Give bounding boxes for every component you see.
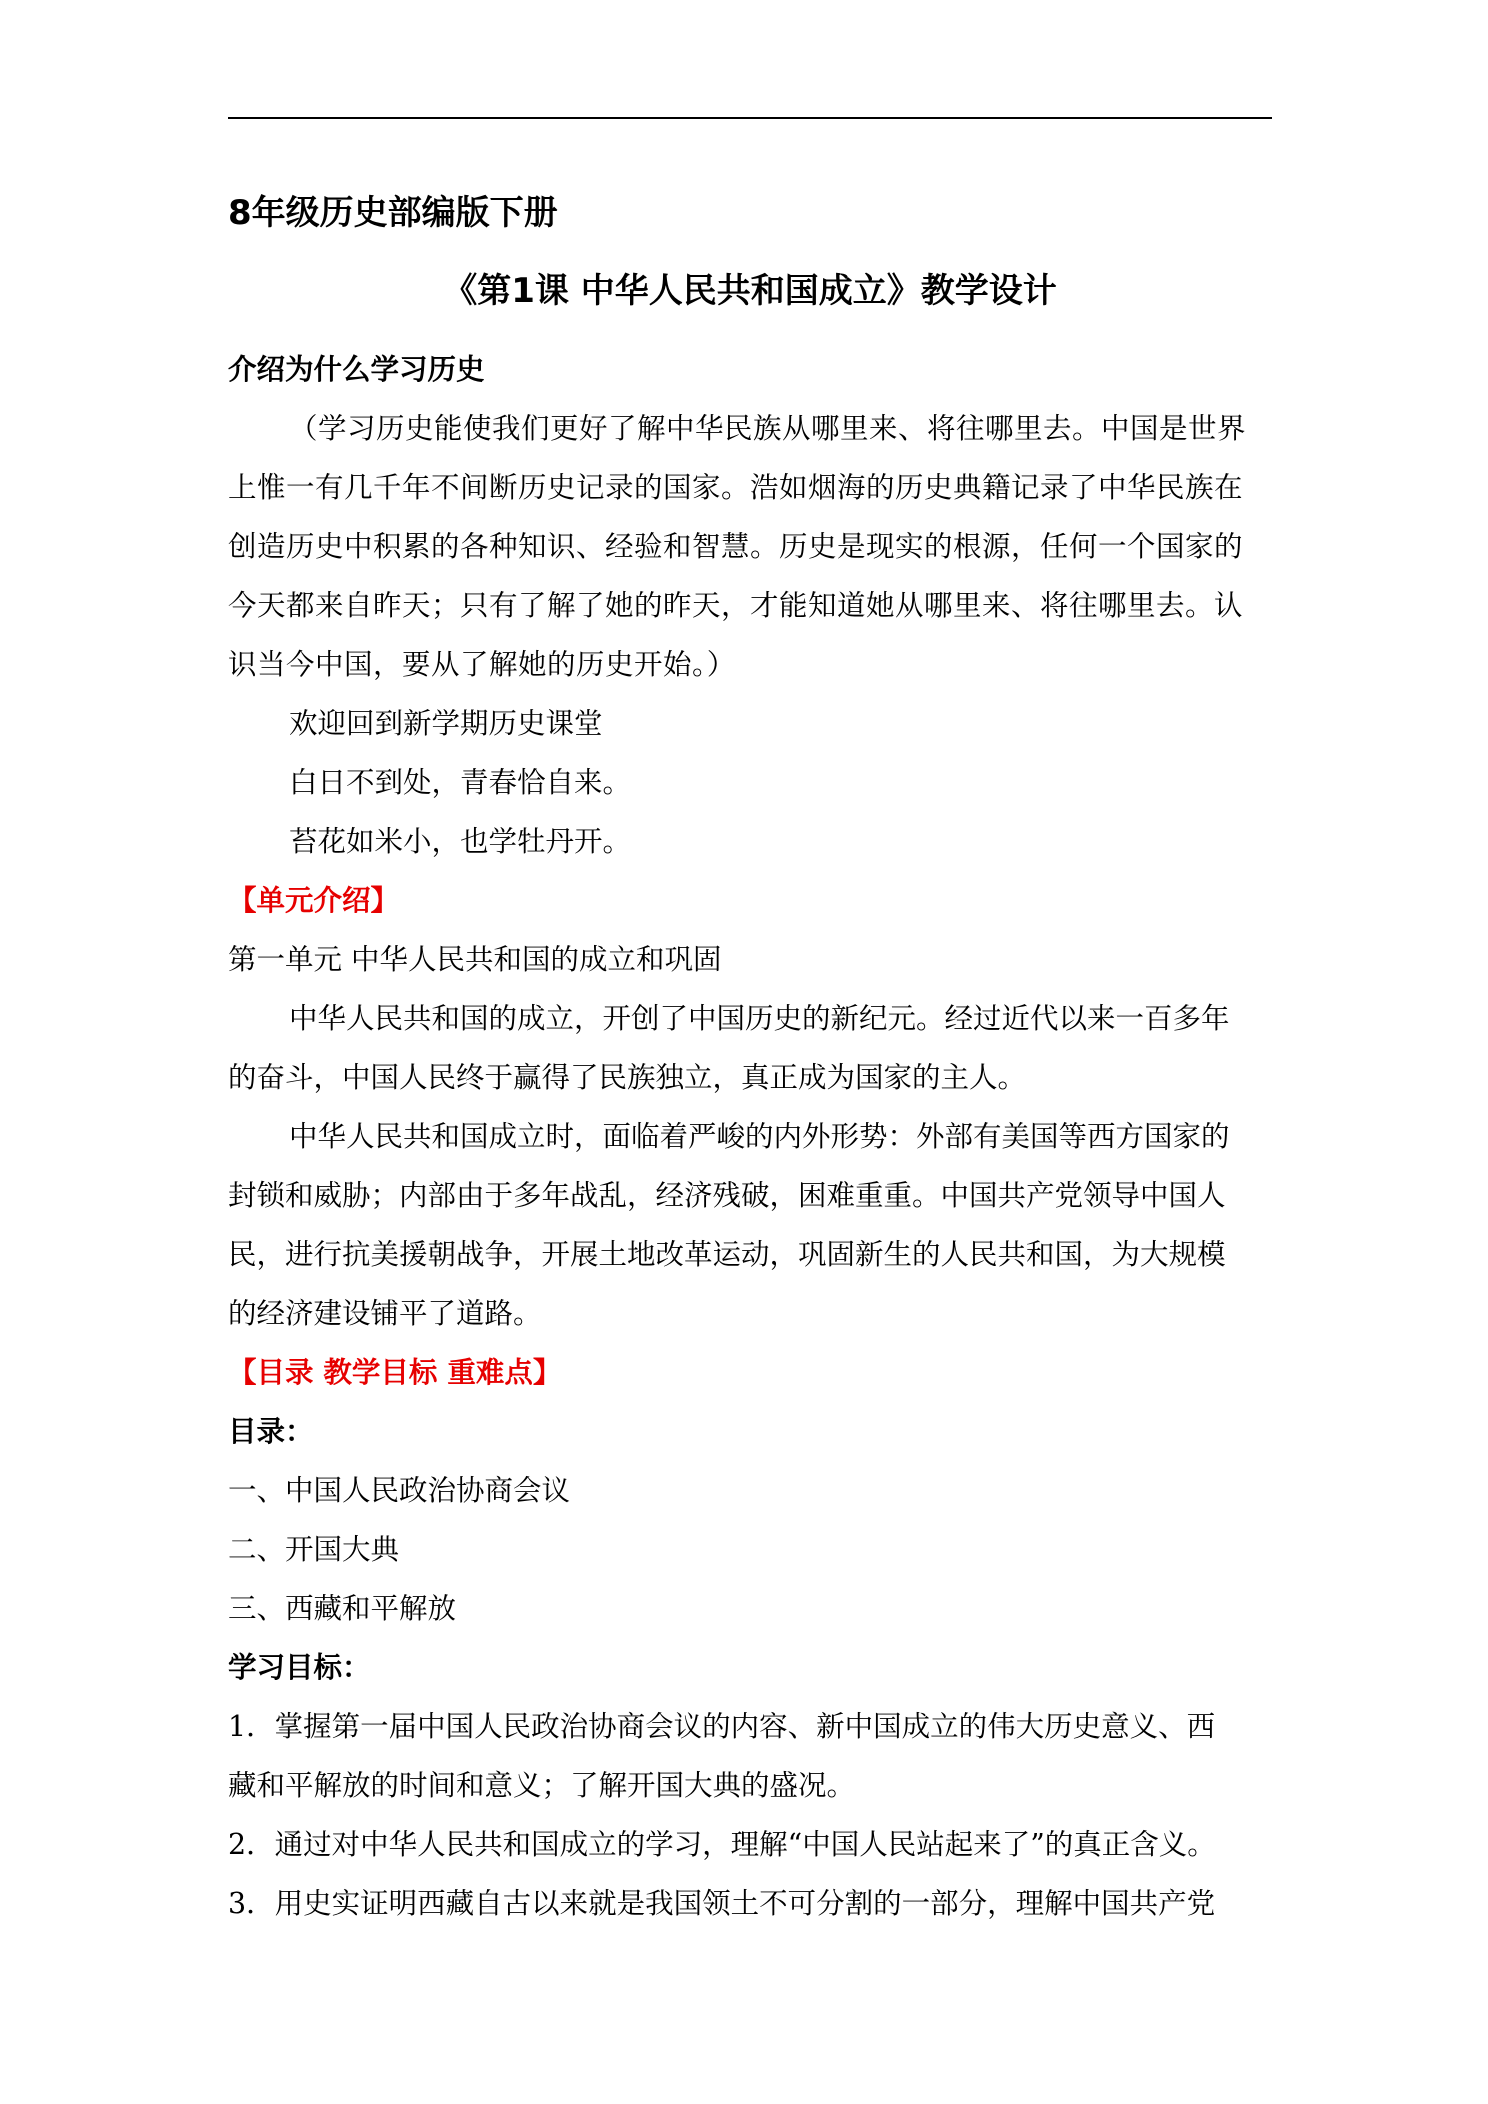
goal-line: 1．掌握第一届中国人民政治协商会议的内容、新中国成立的伟大历史意义、西: [228, 1710, 1216, 1743]
unit-paragraph-line: 民，进行抗美援朝战争，开展土地改革运动，巩固新生的人民共和国，为大规模: [228, 1238, 1226, 1271]
unit-paragraph-line: 中华人民共和国成立时，面临着严峻的内外形势：外部有美国等西方国家的: [289, 1120, 1230, 1153]
lesson-title: 《第1课 中华人民共和国成立》教学设计: [443, 271, 1057, 311]
goal-line: 2．通过对中华人民共和国成立的学习，理解“中国人民站起来了”的真正含义。: [228, 1828, 1216, 1861]
unit-paragraph-line: 的奋斗，中国人民终于赢得了民族独立，真正成为国家的主人。: [228, 1061, 1027, 1094]
toc-heading: 【目录 教学目标 重难点】: [228, 1356, 562, 1389]
goal-line: 3．用史实证明西藏自古以来就是我国领土不可分割的一部分，理解中国共产党: [228, 1887, 1216, 1920]
unit-heading: 【单元介绍】: [228, 884, 400, 917]
intro-paragraph-line: 识当今中国，要从了解她的历史开始。）: [228, 648, 736, 681]
welcome-line: 欢迎回到新学期历史课堂: [289, 707, 603, 740]
intro-heading: 介绍为什么学习历史: [228, 353, 485, 386]
document-body: [228, 185, 1272, 1933]
poem-line: 白日不到处，青春恰自来。: [289, 766, 632, 799]
intro-paragraph-line: 今天都来自昨天；只有了解了她的昨天，才能知道她从哪里来、将往哪里去。认: [228, 589, 1244, 622]
intro-paragraph-line: 上惟一有几千年不间断历史记录的国家。浩如烟海的历史典籍记录了中华民族在: [228, 471, 1244, 504]
toc-item: 一、中国人民政治协商会议: [228, 1474, 571, 1507]
toc-item: 三、西藏和平解放: [228, 1592, 457, 1625]
header-rule: [228, 117, 1272, 119]
intro-paragraph-line: 创造历史中积累的各种知识、经验和智慧。历史是现实的根源，任何一个国家的: [228, 530, 1244, 563]
toc-item: 二、开国大典: [228, 1533, 400, 1566]
goals-label: 学习目标：: [228, 1651, 371, 1684]
unit-paragraph-line: 的经济建设铺平了道路。: [228, 1297, 542, 1330]
intro-paragraph-line: （学习历史能使我们更好了解中华民族从哪里来、将往哪里去。中国是世界: [289, 412, 1247, 445]
goal-line: 藏和平解放的时间和意义；了解开国大典的盛况。: [228, 1769, 856, 1802]
poem-line: 苔花如米小，也学牡丹开。: [289, 825, 632, 858]
grade-title: 8年级历史部编版下册: [228, 193, 558, 233]
unit-paragraph-line: 中华人民共和国的成立，开创了中国历史的新纪元。经过近代以来一百多年: [289, 1002, 1230, 1035]
unit-paragraph-line: 封锁和威胁；内部由于多年战乱，经济残破，困难重重。中国共产党领导中国人: [228, 1179, 1226, 1212]
toc-label: 目录：: [228, 1415, 314, 1448]
unit-name: 第一单元 中华人民共和国的成立和巩固: [228, 943, 722, 976]
